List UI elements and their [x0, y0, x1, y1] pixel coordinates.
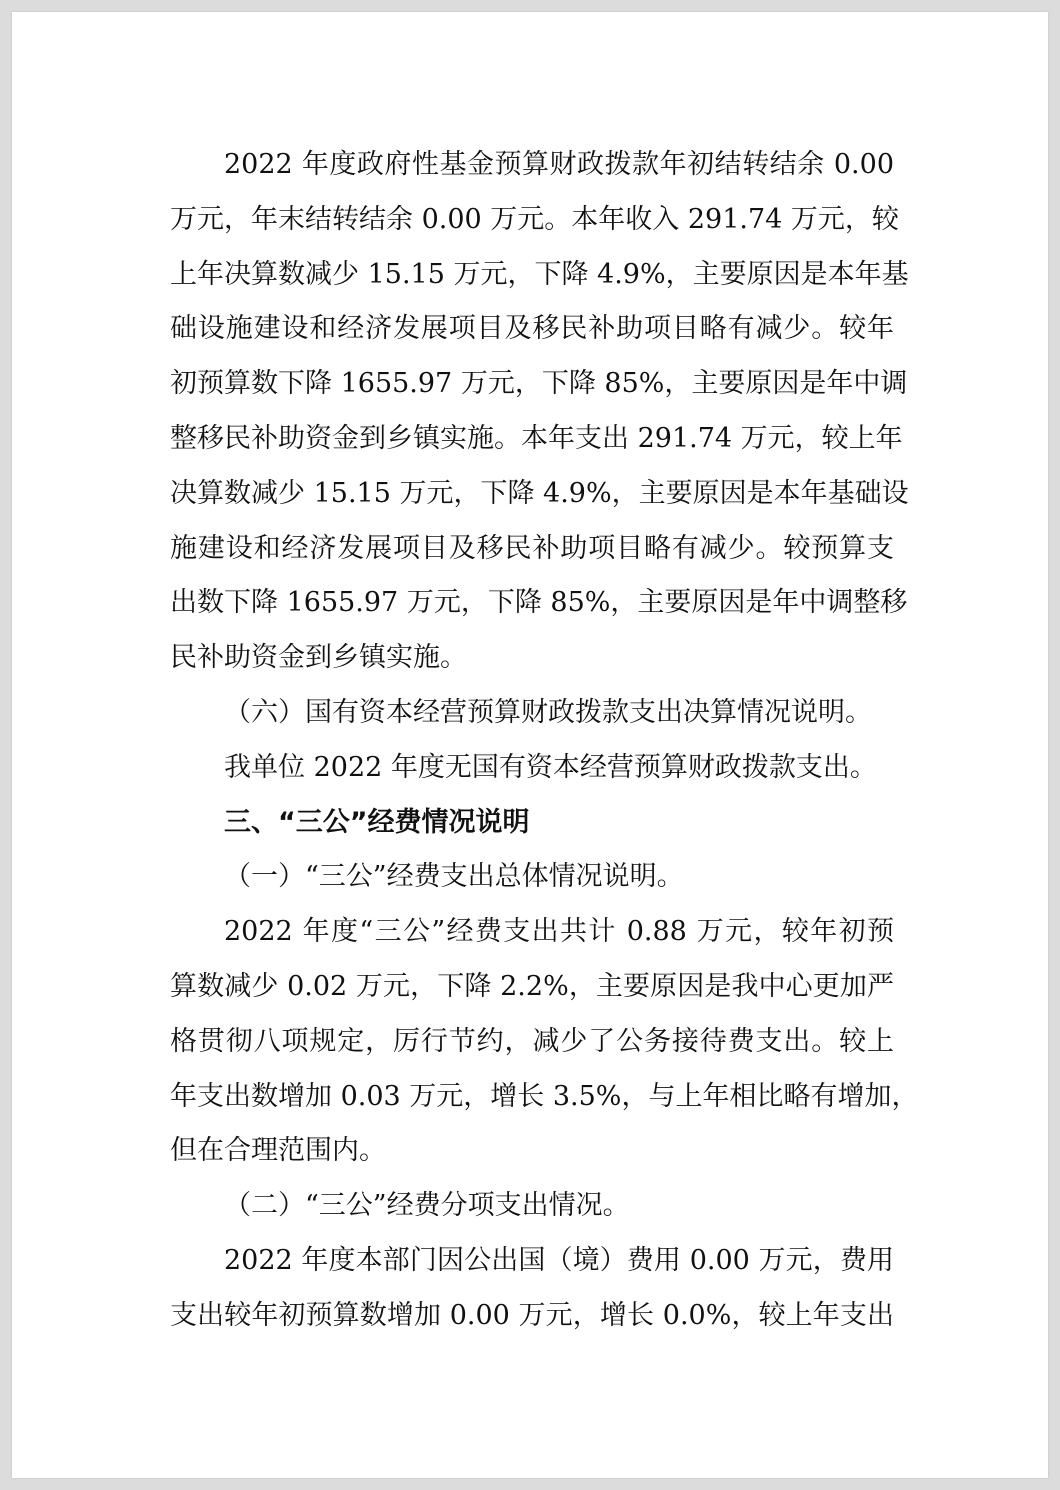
- text-line: 我单位 2022 年度无国有资本经营预算财政拨款支出。: [224, 751, 877, 783]
- text-line: 决算数减少 15.15 万元，下降 4.9%，主要原因是本年基础设: [170, 477, 909, 509]
- text-line: 上年决算数减少 15.15 万元，下降 4.9%，主要原因是本年基: [170, 258, 909, 290]
- text-line: 施建设和经济发展项目及移民补助项目略有减少。较预算支: [170, 532, 894, 564]
- text-line: 2022 年度“三公”经费支出共计 0.88 万元，较年初预: [224, 916, 894, 948]
- text-line: （六）国有资本经营预算财政拨款支出决算情况说明。: [224, 696, 872, 728]
- text-line: 三、“三公”经费情况说明: [224, 806, 530, 838]
- text-line: （二）“三公”经费分项支出情况。: [224, 1190, 630, 1222]
- subheading-itemized: [170, 1179, 894, 1234]
- subheading-overall: [170, 850, 894, 905]
- text-line: 但在合理范围内。: [170, 1135, 386, 1167]
- paragraph-overall: [170, 905, 919, 1179]
- document-body: [170, 138, 919, 1344]
- text-line: 2022 年度政府性基金预算财政拨款年初结转结余 0.00: [224, 149, 894, 180]
- text-line: 整移民补助资金到乡镇实施。本年支出 291.74 万元，较上年: [170, 422, 903, 454]
- text-line: 格贯彻八项规定，厉行节约，减少了公务接待费支出。较上: [170, 1025, 894, 1057]
- text-line: 年支出数增加 0.03 万元，增长 3.5%，与上年相比略有增加，: [170, 1080, 919, 1112]
- text-line: 万元，年末结转结余 0.00 万元。本年收入 291.74 万元，较: [170, 203, 899, 235]
- text-line: 算数减少 0.02 万元，下降 2.2%，主要原因是我中心更加严: [170, 970, 894, 1002]
- text-line: （一）“三公”经费支出总体情况说明。: [224, 861, 684, 893]
- section-heading-three-public: [170, 796, 894, 851]
- text-line: 出数下降 1655.97 万元，下降 85%，主要原因是年中调整移: [170, 587, 908, 619]
- text-line: 2022 年度本部门因公出国（境）费用 0.00 万元，费用: [224, 1244, 894, 1276]
- subheading-state-capital: [170, 686, 894, 741]
- text-line: 民补助资金到乡镇实施。: [170, 642, 467, 674]
- paragraph-government-fund: [170, 138, 909, 686]
- paragraph-state-capital: [170, 741, 894, 796]
- text-line: 支出较年初预算数增加 0.00 万元，增长 0.0%，较上年支出: [170, 1299, 894, 1331]
- text-line: 础设施建设和经济发展项目及移民补助项目略有减少。较年: [170, 313, 894, 345]
- paragraph-itemized: [170, 1234, 894, 1344]
- document-page: [12, 12, 1048, 1478]
- text-line: 初预算数下降 1655.97 万元，下降 85%，主要原因是年中调: [170, 368, 908, 400]
